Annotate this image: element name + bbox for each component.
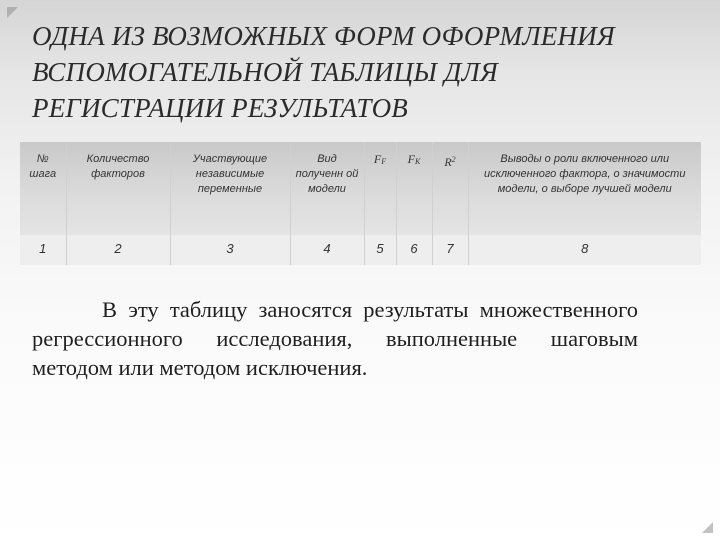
header-model-type: Вид полученн ой модели: [290, 142, 364, 235]
header-independent-variables: Участвующие независимые переменные: [170, 142, 290, 235]
header-r-squared-exponent: 2: [451, 155, 456, 164]
table-cell: 6: [396, 235, 432, 265]
header-f-k: [396, 142, 432, 235]
slide-title-line-2: ВСПОМОГАТЕЛЬНОЙ ТАБЛИЦЫ ДЛЯ: [32, 57, 498, 87]
slide-title-line-3: РЕГИСТРАЦИИ РЕЗУЛЬТАТОВ: [32, 93, 408, 123]
header-r-squared: [432, 142, 468, 235]
table-cell: 7: [432, 235, 468, 265]
table-cell: 5: [364, 235, 396, 265]
slide-title-line-1: ОДНА ИЗ ВОЗМОЖНЫХ ФОРМ ОФОРМЛЕНИЯ: [32, 21, 615, 51]
body-paragraph: В эту таблицу заносятся результаты множественного регрессионного исследования, выполненные шаговым методом или методом исключения.: [32, 297, 638, 380]
header-conclusions: Выводы о роли включенного или исключенного фактора, о значимости модели, о выборе лучшей модели: [468, 142, 701, 235]
results-registration-table: [20, 142, 701, 265]
header-r-squared-base: R: [444, 155, 452, 169]
header-f-f-subscript: F: [381, 157, 387, 166]
header-f-k-subscript: K: [415, 157, 421, 166]
table-cell: 2: [66, 235, 170, 265]
slide-title: [32, 18, 702, 126]
header-f-k-base: F: [407, 152, 415, 166]
corner-decoration-bottom-right: [702, 522, 713, 533]
corner-decoration-top-left: [7, 7, 18, 18]
table-header-row: [20, 142, 701, 235]
table-cell: 3: [170, 235, 290, 265]
table-cell: 8: [468, 235, 701, 265]
header-f-f: [364, 142, 396, 235]
header-f-f-base: F: [373, 152, 382, 166]
header-step-number: № шага: [20, 142, 66, 235]
table-cell: 1: [20, 235, 66, 265]
header-factor-count: Количество факторов: [66, 142, 170, 235]
table-row: [20, 235, 701, 265]
table-cell: 4: [290, 235, 364, 265]
